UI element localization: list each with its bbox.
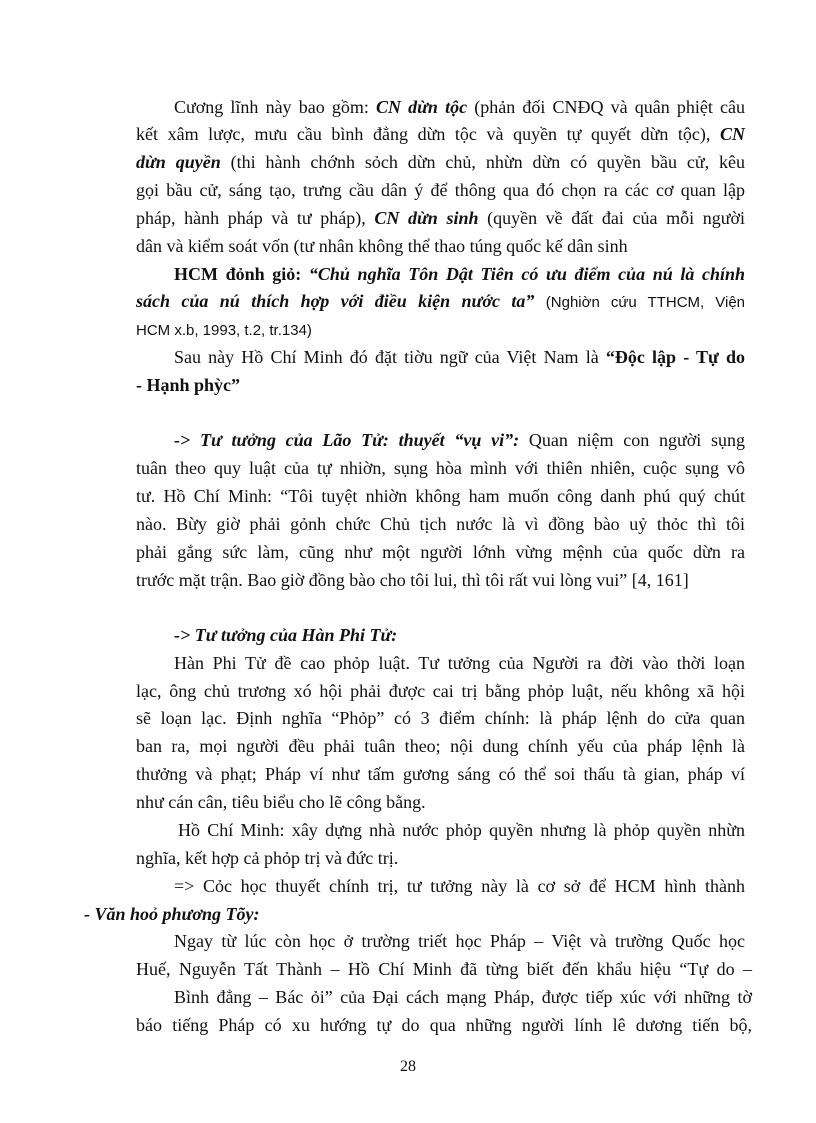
text-line: pháp, hành pháp và tư pháp), CN dừn sinh (quyền về đất đai của mỗi người — [136, 208, 745, 228]
text-line: tư. Hồ Chí Minh: “Tôi tuyệt nhiờn không ham muốn công danh phú quý chút — [136, 486, 745, 506]
text-line: trước mặt trận. Bao giờ đồng bào cho tôi lui, thì tôi rất vui lòng vui” [4, 161] — [136, 570, 689, 590]
text-line: dân và kiểm soát vốn (tư nhân không thể thao túng quốc kế dân sinh — [136, 236, 628, 256]
text-line: -> Tư tưởng của Lão Tử: thuyết “vụ vi”: Quan niệm con người sụng — [174, 430, 745, 450]
text-line: Huế, Nguyễn Tất Thành – Hồ Chí Minh đã từng biết đến khẩu hiệu “Tự do – — [136, 959, 752, 979]
text-line: sẽ loạn lạc. Định nghĩa “Phỏp” có 3 điểm chính: là pháp lệnh do cửa quan — [136, 708, 745, 728]
text-line: lạc, ông chủ trương xó hội phải được cai trị bằng phỏp luật, nếu không xã hội — [136, 681, 745, 701]
text-line: kết xâm lược, mưu cầu bình đẳng dừn tộc và quyền tự quyết dừn tộc), CN — [136, 124, 745, 144]
text-line: dừn quyền (thi hành chớnh sỏch dừn chủ, nhừn dừn có quyền bầu cử, kêu — [136, 152, 746, 172]
page-number: 28 — [400, 1058, 416, 1075]
text-line: ban ra, mọi người đều phải tuân theo; nội dung chính yếu của pháp lệnh là — [136, 736, 745, 756]
text-line: Hàn Phi Tử đề cao phỏp luật. Tư tưởng của Người ra đời vào thời loạn — [174, 653, 745, 673]
text-line: sách của nú thích hợp với điều kiện nước ta” (Nghiờn cứu TTHCM, Viện — [136, 291, 746, 311]
text-line: Sau này Hồ Chí Minh đó đặt tiờu ngữ của Việt Nam là “Độc lập - Tự do — [174, 347, 745, 367]
text-line: - Văn hoỏ phương Tõy: — [84, 904, 260, 924]
text-line: thưởng và phạt; Pháp ví như tấm gương sáng có thể soi thấu tà gian, pháp ví — [136, 764, 745, 784]
text-line: phải gắng sức làm, cũng như một người lớnh vừng mệnh của quốc dừn ra — [136, 542, 745, 562]
text-line: gọi bầu cử, sáng tạo, trưng cầu dân ý để thông qua đó chọn ra các cơ quan lập — [136, 180, 745, 200]
text-line: HCM đỏnh giỏ: “Chủ nghĩa Tôn Dật Tiên có ưu điểm của nú là chính — [174, 264, 745, 284]
text-line: => Cỏc học thuyết chính trị, tư tưởng này là cơ sở để HCM hình thành — [174, 876, 745, 896]
text-line: Bình đẳng – Bác ỏi” của Đại cách mạng Pháp, được tiếp xúc với những tờ — [174, 987, 752, 1007]
text-line: như cán cân, tiêu biểu cho lẽ công bằng. — [136, 792, 426, 812]
text-line: Hồ Chí Minh: xây dựng nhà nước phỏp quyền nhưng là phỏp quyền nhừn — [178, 820, 745, 840]
text-line: -> Tư tưởng của Hàn Phi Tử: — [174, 625, 398, 645]
text-line: Ngay từ lúc còn học ở trường triết học Pháp – Việt và trường Quốc học — [174, 931, 745, 951]
text-line: nghĩa, kết hợp cả phỏp trị và đức trị. — [136, 848, 399, 868]
text-line: tuân theo quy luật của tự nhiờn, sụng hòa mình với thiên nhiên, cuộc sụng vô — [136, 458, 745, 478]
text-line: Cương lĩnh này bao gồm: CN dừn tộc (phản đối CNĐQ và quân phiệt câu — [174, 97, 745, 117]
text-line: nào. Bừy giờ phải gỏnh chức Chủ tịch nước là vì đồng bào uỷ thỏc thì tôi — [136, 514, 745, 534]
text-line: HCM x.b, 1993, t.2, tr.134) — [136, 322, 312, 339]
text-line: báo tiếng Pháp có xu hướng tự do qua những người lính lê dương tiến bộ, — [136, 1015, 752, 1035]
text-line: - Hạnh phỳc” — [136, 375, 241, 395]
